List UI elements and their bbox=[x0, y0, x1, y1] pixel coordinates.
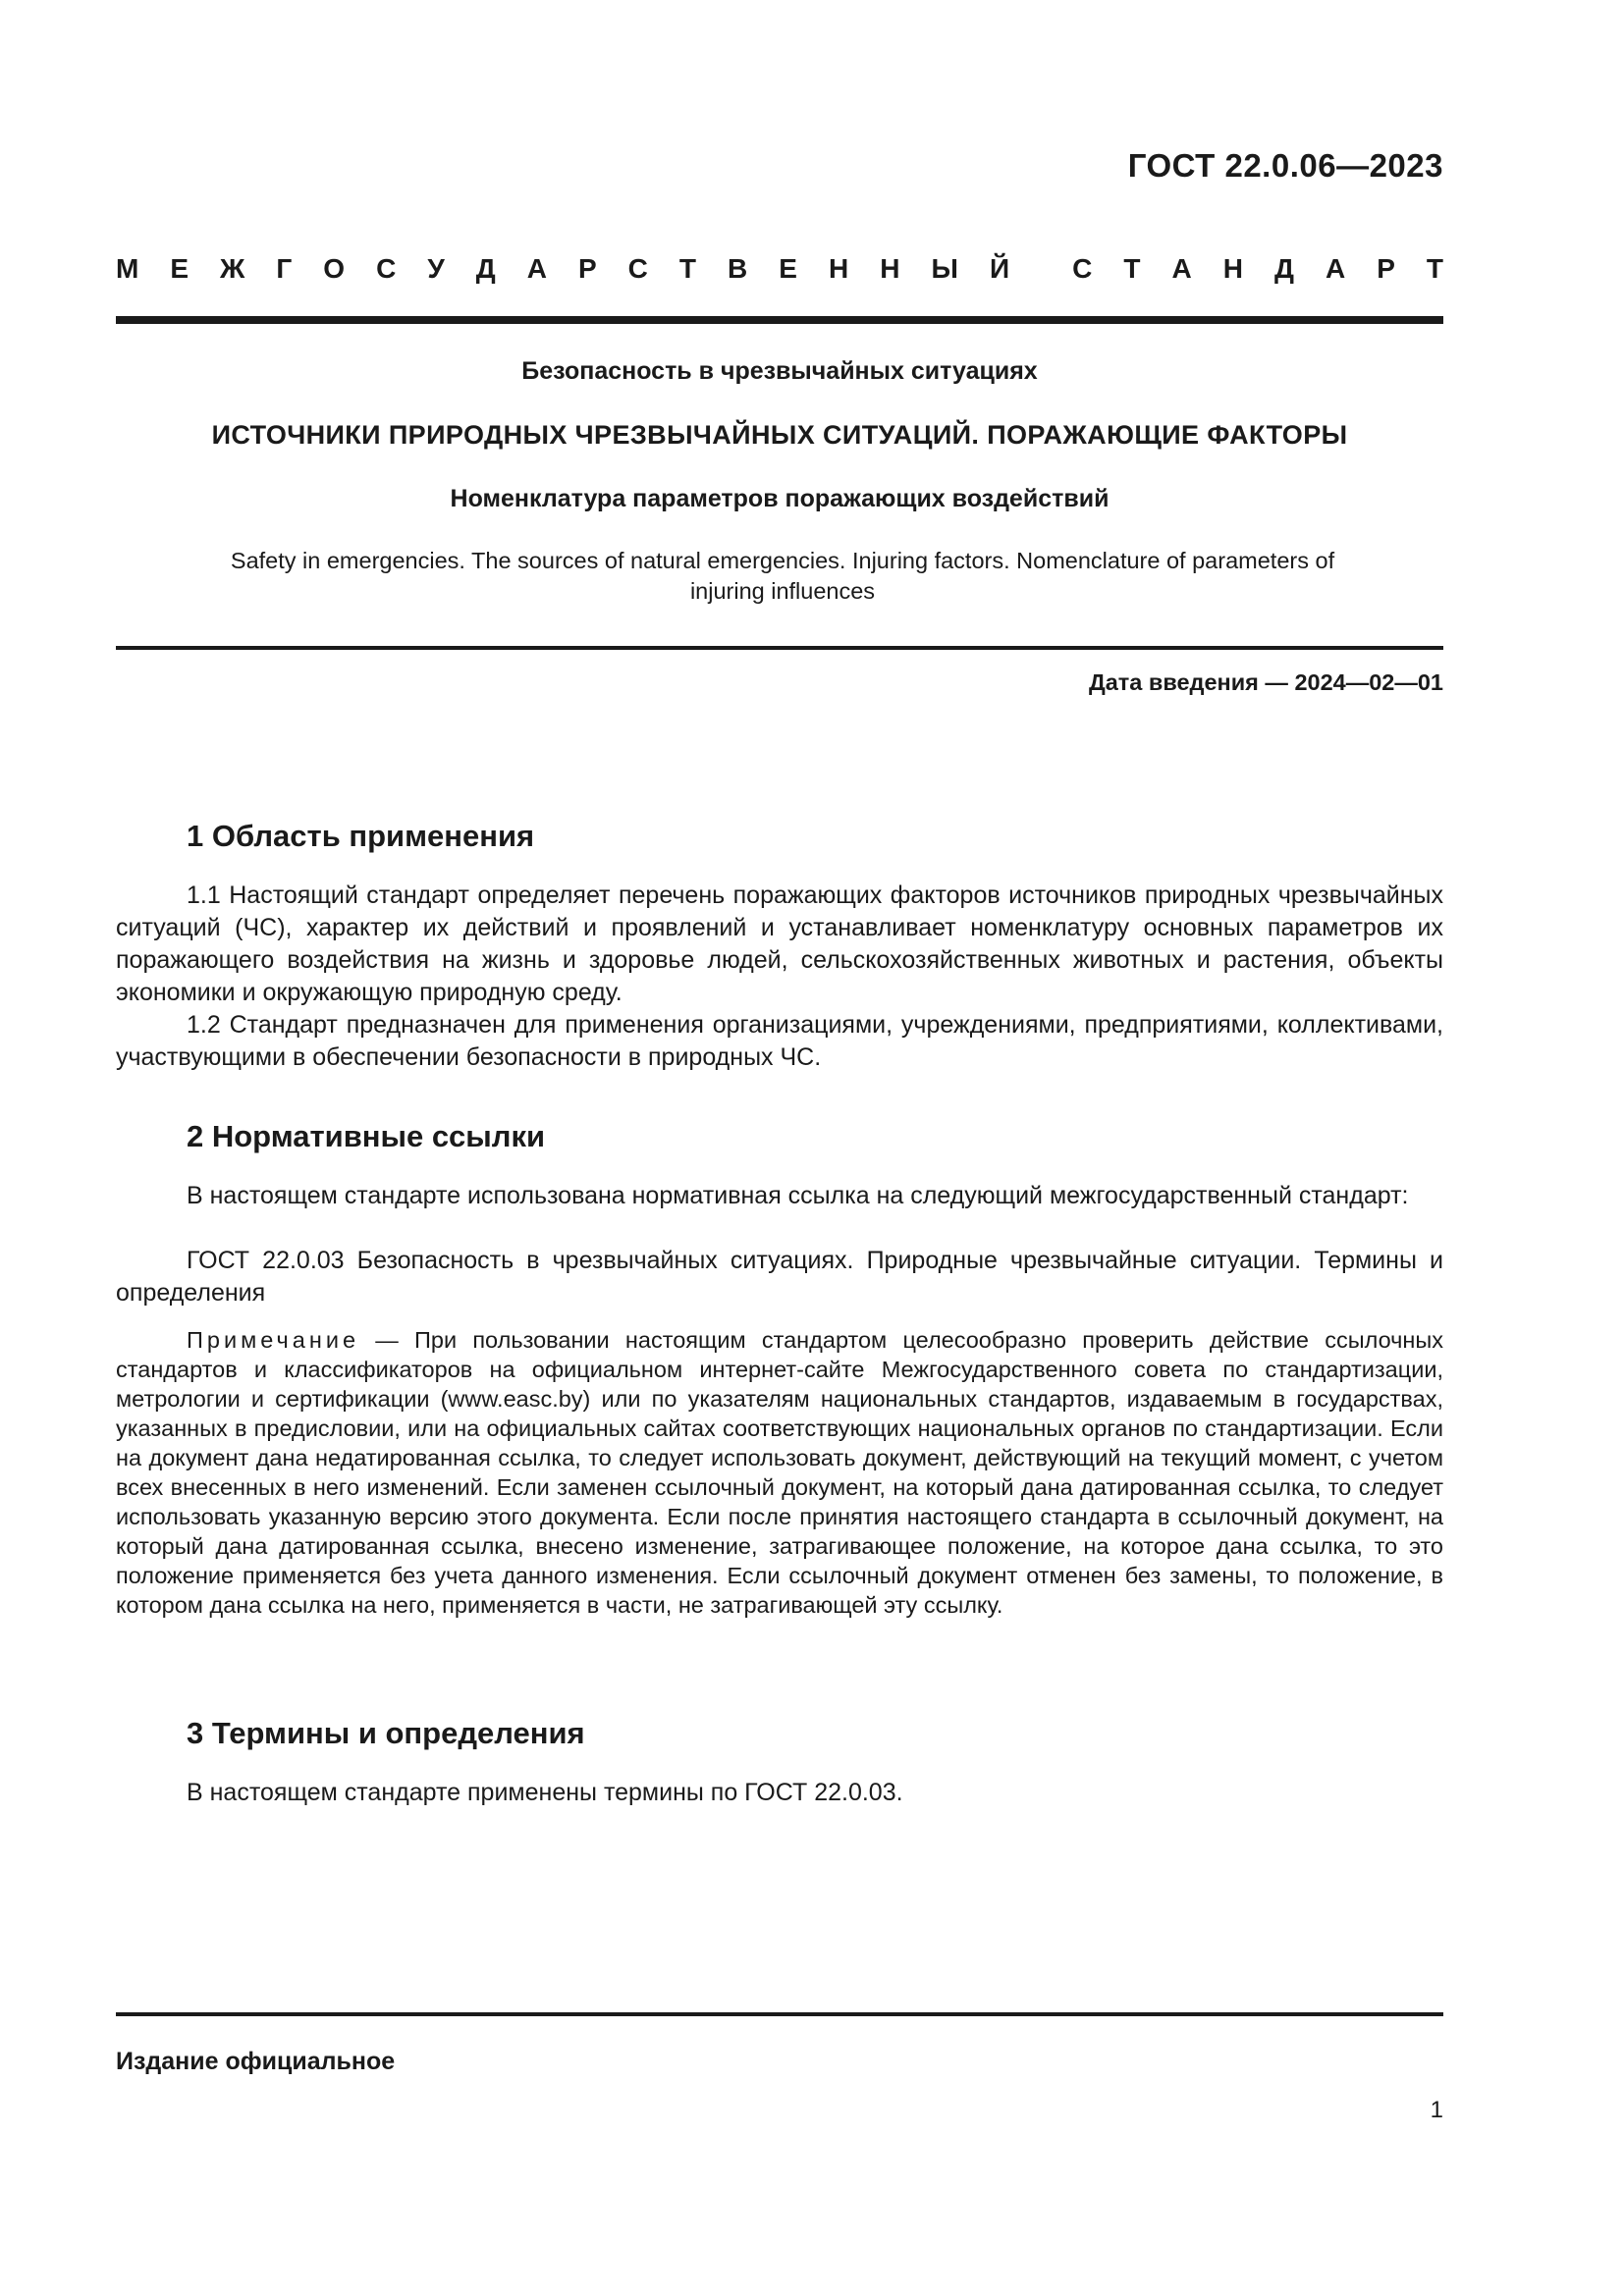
letter: Н bbox=[829, 253, 849, 284]
note bbox=[116, 1325, 1443, 1620]
paragraph: ГОСТ 22.0.03 Безопасность в чрезвычайных ситуациях. Природные чрезвычайные ситуации. Термины и определения bbox=[116, 1247, 1443, 1307]
letter: С bbox=[627, 253, 648, 284]
note-label: Примечание bbox=[187, 1327, 360, 1353]
introduction-date: Дата введения — 2024—02—01 bbox=[1088, 669, 1443, 695]
category-title: Безопасность в чрезвычайных ситуациях bbox=[521, 357, 1038, 385]
letter: У bbox=[427, 253, 445, 284]
section-heading: 1 Область применения bbox=[187, 819, 535, 853]
letter: Д bbox=[1273, 253, 1294, 284]
standard-type-heading bbox=[116, 253, 1443, 285]
footer-rule bbox=[116, 2012, 1443, 2016]
letter: С bbox=[376, 253, 397, 284]
letter: Д bbox=[475, 253, 496, 284]
letter: Г bbox=[276, 253, 293, 284]
letter: Р bbox=[1377, 253, 1395, 284]
letter: Е bbox=[170, 253, 189, 284]
letter: О bbox=[323, 253, 346, 284]
letter: Н bbox=[1222, 253, 1243, 284]
document-number: ГОСТ 22.0.06—2023 bbox=[1127, 147, 1443, 184]
letter: А bbox=[1171, 253, 1192, 284]
header-rule bbox=[116, 316, 1443, 324]
letter: Т bbox=[1123, 253, 1141, 284]
paragraph: В настоящем стандарте применены термины по ГОСТ 22.0.03. bbox=[187, 1779, 903, 1806]
note-text: — При пользовании настоящим стандартом целесообразно проверить действие ссылочных стандартов и классификаторов на официальном интернет-сайте Межгосударственного совета по стандартизации, метрологии и сертификации (www.easc.by) или по указателям национальных стандартов, издаваемым в государствах, указанных в предисловии, или на официальных сайтах соответствующих национальных органов по стандартизации. Если на документ дана недатированная ссылка, то следует использовать документ, действующий на текущий момент, с учетом всех внесенных в него изменений. Если заменен ссылочный документ, на который дана датированная ссылка, то следует использовать указанную версию этого документа. Если после принятия настоящего стандарта в ссылочный документ, на который дана датированная ссылка, внесено изменение, затрагивающее положение, на которое дана ссылка, то это положение применяется без учета данного изменения. Если ссылочный документ отменен без замены, то положение, в котором дана ссылка на него, применяется в части, не затрагивающей эту ссылку. bbox=[116, 1327, 1443, 1618]
letter: Р bbox=[577, 253, 597, 284]
page-number: 1 bbox=[1430, 2097, 1443, 2123]
letter: М bbox=[116, 253, 139, 284]
letter: В bbox=[728, 253, 748, 284]
subtitle: Номенклатура параметров поражающих воздействий bbox=[450, 485, 1110, 512]
edition-label: Издание официальное bbox=[116, 2048, 396, 2075]
letter: Т bbox=[678, 253, 697, 284]
paragraph: 1.1 Настоящий стандарт определяет перечень поражающих факторов источников природных чрезвычайных ситуаций (ЧС), характер их действий и проявлений и устанавливает номенклатуру основных параметров их поражающего воздействия на жизнь и здоровье людей, сельскохозяйственных животных и растения, объекты экономики и окружающую природную среду. bbox=[116, 881, 1443, 1006]
paragraph: В настоящем стандарте использована нормативная ссылка на следующий межгосударственный стандарт: bbox=[187, 1182, 1409, 1209]
letter: Н bbox=[880, 253, 900, 284]
letter: Е bbox=[779, 253, 797, 284]
letter: А bbox=[526, 253, 547, 284]
letter: С bbox=[1072, 253, 1093, 284]
main-title: ИСТОЧНИКИ ПРИРОДНЫХ ЧРЕЗВЫЧАЙНЫХ СИТУАЦИЙ. ПОРАЖАЮЩИЕ ФАКТОРЫ bbox=[211, 420, 1348, 450]
section-heading: 2 Нормативные ссылки bbox=[187, 1119, 546, 1153]
english-title: Safety in emergencies. The sources of natural emergencies. Injuring factors. Nomenclature of parameters of injuring influences bbox=[230, 548, 1335, 604]
letter: А bbox=[1325, 253, 1346, 284]
letter: Т bbox=[1426, 253, 1443, 284]
paragraph: 1.2 Стандарт предназначен для применения организациями, учреждениями, предприятиями, коллективами, участвующими в обеспечении безопасности в природных ЧС. bbox=[116, 1011, 1443, 1071]
letter: Ы bbox=[931, 253, 958, 284]
title-rule bbox=[116, 646, 1443, 650]
letter: Й bbox=[989, 253, 1010, 284]
section-heading: 3 Термины и определения bbox=[187, 1716, 585, 1750]
letter: Ж bbox=[220, 253, 245, 284]
